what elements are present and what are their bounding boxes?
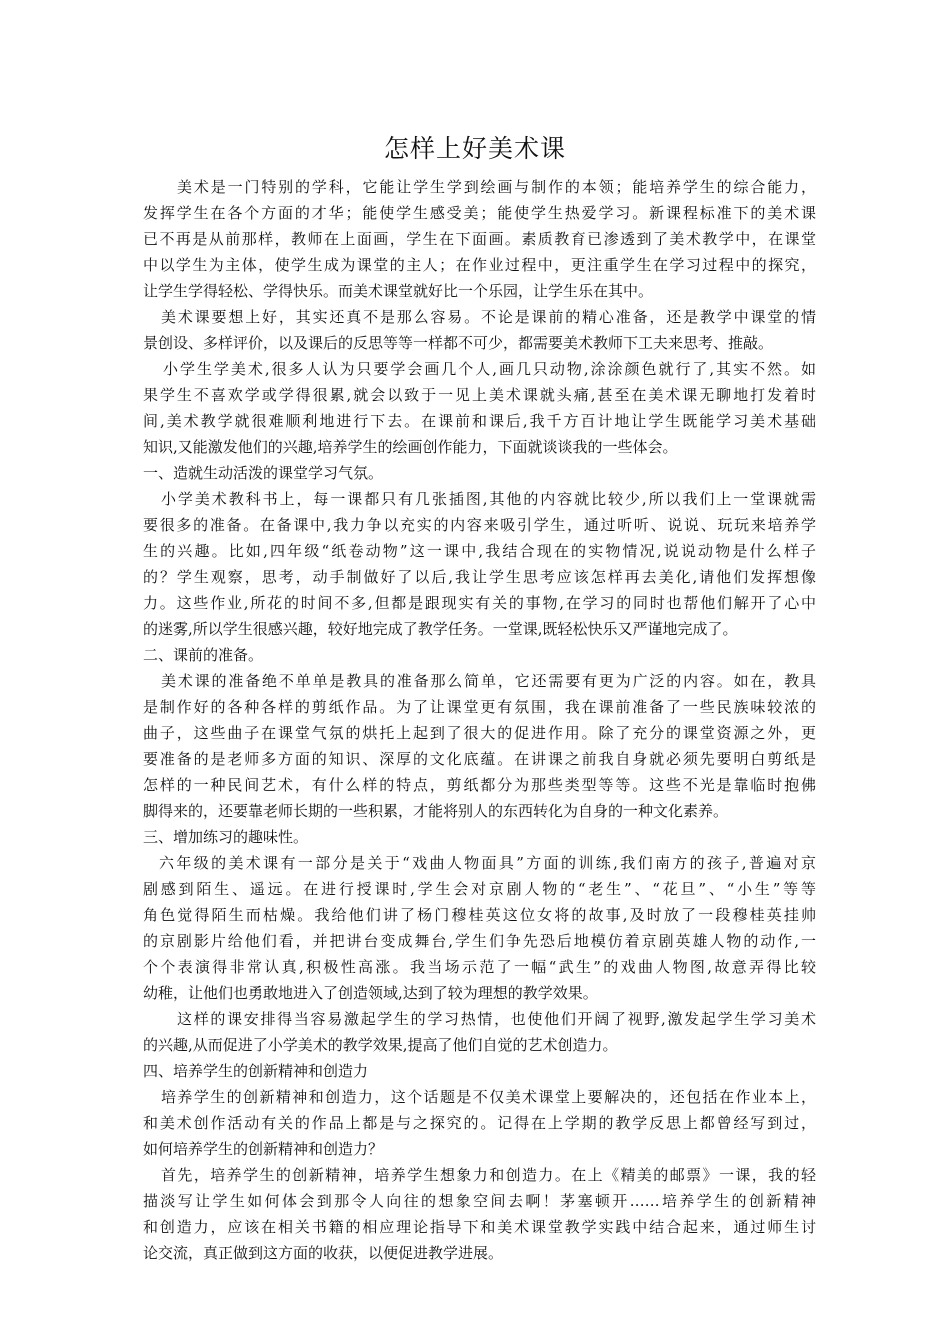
paragraph-line: 是制作好的各种各样的剪纸作品。为了让课堂更有氛围，我在课前准备了一些民族味较浓的 [143,698,816,716]
paragraph-line: 和创造力，应该在相关书籍的相应理论指导下和美术课堂教学实践中结合起来，通过师生讨 [143,1218,816,1236]
paragraph-line: 如何培养学生的创新精神和创造力？ [143,1140,384,1158]
paragraph-line: 间,美术教学就很难顺利地进行下去。在课前和课后,我千方百计地让学生既能学习美术基础 [143,412,816,430]
paragraph-line: 的兴趣,从而促进了小学美术的教学效果,提高了他们自觉的艺术创造力。 [143,1036,618,1054]
paragraph-line: 脚得来的，还要靠老师长期的一些积累，才能将别人的东西转化为自身的一种文化素养。 [143,802,729,820]
paragraph-line: 要准备的是老师多方面的知识、深厚的文化底蕴。在讲课之前我自身就必须先要明白剪纸是 [143,750,816,768]
paragraph-line: 力。这些作业,所花的时间不多,但都是跟现实有关的事物,在学习的同时也帮他们解开了心中 [143,594,816,612]
paragraph-line: 首先，培养学生的创新精神，培养学生想象力和创造力。在上《精美的邮票》一课，我的轻 [161,1166,816,1184]
document-body [143,174,816,1266]
paragraph-line: 的迷雾,所以学生很感兴趣，较好地完成了教学任务。一堂课,既轻松快乐又严谨地完成了。 [143,620,738,638]
section-heading: 四、培养学生的创新精神和创造力 [143,1062,369,1080]
paragraph-line: 培养学生的创新精神和创造力，这个话题是不仅美术课堂上要解决的，还包括在作业本上， [161,1088,816,1106]
paragraph-line: 和美术创作活动有关的作品上都是与之探究的。记得在上学期的教学反思上都曾经写到过， [143,1114,816,1132]
paragraph-line: 中以学生为主体，使学生成为课堂的主人；在作业过程中，更注重学生在学习过程中的探究， [143,256,816,274]
paragraph-line: 六年级的美术课有一部分是关于“戏曲人物面具”方面的训练,我们南方的孩子,普遍对京 [159,854,816,872]
paragraph-line: 描淡写让学生如何体会到那令人向往的想象空间去啊！茅塞顿开……培养学生的创新精神 [143,1192,816,1210]
paragraph-line: 要很多的准备。在备课中,我力争以充实的内容来吸引学生，通过听听、说说、玩玩来培养学 [143,516,816,534]
paragraph-line: 这样的课安排得当容易激起学生的学习热情，也使他们开阔了视野,激发起学生学习美术 [177,1010,816,1028]
paragraph-line: 美术是一门特别的学科，它能让学生学到绘画与制作的本领；能培养学生的综合能力， [177,178,816,196]
section-heading: 一、造就生动活泼的课堂学习气氛。 [143,464,384,482]
paragraph-line: 发挥学生在各个方面的才华；能使学生感受美；能使学生热爱学习。新课程标准下的美术课 [143,204,816,222]
paragraph-line: 美术课要想上好，其实还真不是那么容易。不论是课前的精心准备，还是教学中课堂的情 [161,308,816,326]
paragraph-line: 生的兴趣。比如,四年级“纸卷动物”这一课中,我结合现在的实物情况,说说动物是什么样子 [143,542,816,560]
paragraph-line: 果学生不喜欢学或学得很累,就会以致于一见上美术课就头痛,甚至在美术课无聊地打发着时 [143,386,816,404]
paragraph-line: 的京剧影片给他们看，并把讲台变成舞台,学生们争先恐后地模仿着京剧英雄人物的动作,一 [143,932,816,950]
paragraph-line: 景创设、多样评价，以及课后的反思等等一样都不可少，都需要美术教师下工夫来思考、推敲。 [143,334,774,352]
paragraph-line: 曲子，这些曲子在课堂气氛的烘托上起到了很大的促进作用。除了充分的课堂资源之外，更 [143,724,816,742]
paragraph-line: 角色觉得陌生而枯燥。我给他们讲了杨门穆桂英这位女将的故事,及时放了一段穆桂英挂帅 [143,906,816,924]
paragraph-line: 知识,又能激发他们的兴趣,培养学生的绘画创作能力，下面就谈谈我的一些体会。 [143,438,678,456]
paragraph-line: 论交流，真正做到这方面的收获，以便促进教学进展。 [143,1244,504,1262]
paragraph-line: 剧感到陌生、遥远。在进行授课时,学生会对京剧人物的“老生”、“花旦”、“小生”等等 [143,880,816,898]
paragraph-line: 小学生学美术,很多人认为只要学会画几个人,画几只动物,涂涂颜色就行了,其实不然。如 [163,360,816,378]
paragraph-line: 已不再是从前那样，教师在上面画，学生在下面画。素质教育已渗透到了美术教学中，在课堂 [143,230,816,248]
section-heading: 二、课前的准备。 [143,646,264,664]
paragraph-line: 小学美术教科书上，每一课都只有几张插图,其他的内容就比较少,所以我们上一堂课就需 [161,490,816,508]
page-title: 怎样上好美术课 [383,134,566,163]
paragraph-line: 幼稚，让他们也勇敢地进入了创造领域,达到了较为理想的教学效果。 [143,984,598,1002]
paragraph-line: 美术课的准备绝不单单是教具的准备那么简单，它还需要有更为广泛的内容。如在，教具 [161,672,816,690]
section-heading: 三、增加练习的趣味性。 [143,828,309,846]
paragraph-line: 个个表演得非常认真,积极性高涨。我当场示范了一幅“武生”的戏曲人物图,故意弄得比较 [143,958,816,976]
paragraph-line: 的？学生观察，思考，动手制做好了以后,我让学生思考应该怎样再去美化,请他们发挥想像 [143,568,816,586]
paragraph-line: 怎样的一种民间艺术，有什么样的特点，剪纸都分为那些类型等等。这些不光是靠临时抱佛 [143,776,816,794]
paragraph-line: 让学生学得轻松、学得快乐。而美术课堂就好比一个乐园，让学生乐在其中。 [143,282,654,300]
